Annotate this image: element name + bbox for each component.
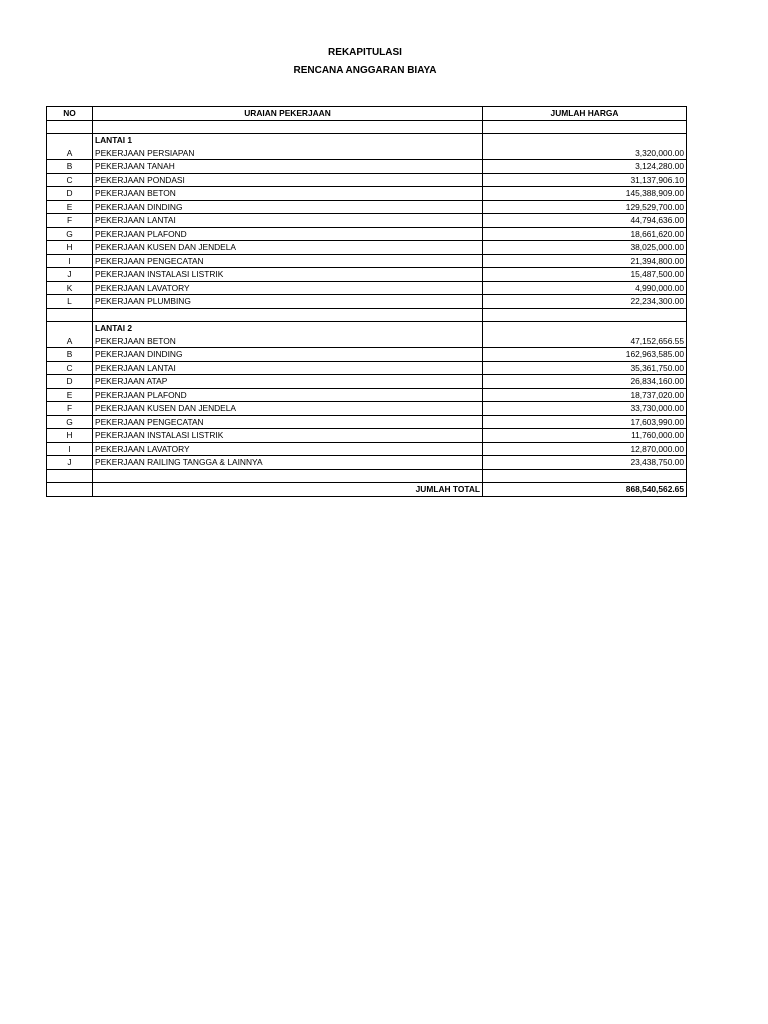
item-description: PEKERJAAN TANAH: [93, 160, 483, 174]
item-no: C: [47, 173, 93, 187]
table-row: [47, 388, 687, 402]
item-description: PEKERJAAN DINDING: [93, 348, 483, 362]
header-no: NO: [47, 107, 93, 121]
item-description: PEKERJAAN INSTALASI LISTRIK: [93, 429, 483, 443]
item-amount: 26,834,160.00: [483, 375, 687, 389]
item-no: E: [47, 388, 93, 402]
item-amount: 18,737,020.00: [483, 388, 687, 402]
item-amount: 44,794,636.00: [483, 214, 687, 228]
item-no: I: [47, 254, 93, 268]
section-title: LANTAI 1: [93, 134, 483, 147]
row-amount: [483, 308, 687, 322]
item-amount: 47,152,656.55: [483, 335, 687, 348]
budget-table: [46, 106, 687, 497]
row-description: [93, 308, 483, 322]
table-row: [47, 160, 687, 174]
table-row: [47, 361, 687, 375]
row-description: [93, 120, 483, 134]
item-description: PEKERJAAN DINDING: [93, 200, 483, 214]
section-no: [47, 134, 93, 147]
table-row: [47, 227, 687, 241]
item-amount: 12,870,000.00: [483, 442, 687, 456]
item-no: H: [47, 429, 93, 443]
item-no: D: [47, 375, 93, 389]
item-description: PEKERJAAN PERSIAPAN: [93, 147, 483, 160]
table-row: [47, 241, 687, 255]
item-description: PEKERJAAN LANTAI: [93, 214, 483, 228]
section-amount: [483, 322, 687, 335]
item-no: J: [47, 456, 93, 470]
item-description: PEKERJAAN PLUMBING: [93, 295, 483, 309]
item-description: PEKERJAAN LAVATORY: [93, 442, 483, 456]
item-no: F: [47, 402, 93, 416]
document-title: REKAPITULASI: [328, 47, 402, 58]
item-no: K: [47, 281, 93, 295]
table-row: [47, 429, 687, 443]
item-no: E: [47, 200, 93, 214]
row-no: [47, 120, 93, 134]
table-row: [47, 442, 687, 456]
section-no: [47, 322, 93, 335]
item-amount: 21,394,800.00: [483, 254, 687, 268]
item-amount: 129,529,700.00: [483, 200, 687, 214]
document-subtitle: RENCANA ANGGARAN BIAYA: [293, 65, 437, 76]
item-amount: 38,025,000.00: [483, 241, 687, 255]
item-description: PEKERJAAN PENGECATAN: [93, 415, 483, 429]
table-row: [47, 200, 687, 214]
header-amount: JUMLAH HARGA: [483, 107, 687, 121]
table-header-row: [47, 107, 687, 121]
row-no: [47, 469, 93, 483]
row-amount: [483, 469, 687, 483]
item-description: PEKERJAAN PLAFOND: [93, 388, 483, 402]
item-description: PEKERJAAN KUSEN DAN JENDELA: [93, 402, 483, 416]
table-row: [47, 281, 687, 295]
item-description: PEKERJAAN BETON: [93, 187, 483, 201]
total-no: [47, 483, 93, 497]
item-no: I: [47, 442, 93, 456]
item-description: PEKERJAAN ATAP: [93, 375, 483, 389]
item-no: B: [47, 160, 93, 174]
table-row: [47, 348, 687, 362]
item-no: J: [47, 268, 93, 282]
item-amount: 15,487,500.00: [483, 268, 687, 282]
item-amount: 33,730,000.00: [483, 402, 687, 416]
row-description: [93, 469, 483, 483]
item-description: PEKERJAAN BETON: [93, 335, 483, 348]
item-amount: 31,137,906.10: [483, 173, 687, 187]
row-amount: [483, 120, 687, 134]
item-no: G: [47, 227, 93, 241]
item-amount: 162,963,585.00: [483, 348, 687, 362]
total-amount: 868,540,562.65: [483, 483, 687, 497]
section-title: LANTAI 2: [93, 322, 483, 335]
table-row: [47, 375, 687, 389]
section-row: [47, 322, 687, 335]
table-row: [47, 268, 687, 282]
item-amount: 17,603,990.00: [483, 415, 687, 429]
item-amount: 3,320,000.00: [483, 147, 687, 160]
table-row: [47, 295, 687, 309]
item-description: PEKERJAAN PENGECATAN: [93, 254, 483, 268]
item-no: A: [47, 147, 93, 160]
item-description: PEKERJAAN LAVATORY: [93, 281, 483, 295]
table-row: [47, 456, 687, 470]
item-description: PEKERJAAN PLAFOND: [93, 227, 483, 241]
item-description: PEKERJAAN INSTALASI LISTRIK: [93, 268, 483, 282]
total-label: JUMLAH TOTAL: [93, 483, 483, 497]
item-amount: 22,234,300.00: [483, 295, 687, 309]
table-row: [47, 147, 687, 160]
budget-table-body: [47, 107, 687, 497]
table-row: [47, 187, 687, 201]
item-no: D: [47, 187, 93, 201]
table-row: [47, 173, 687, 187]
item-description: PEKERJAAN LANTAI: [93, 361, 483, 375]
item-no: G: [47, 415, 93, 429]
section-row: [47, 134, 687, 147]
blank-row: [47, 120, 687, 134]
item-no: H: [47, 241, 93, 255]
item-no: B: [47, 348, 93, 362]
item-no: F: [47, 214, 93, 228]
item-description: PEKERJAAN RAILING TANGGA & LAINNYA: [93, 456, 483, 470]
section-amount: [483, 134, 687, 147]
row-no: [47, 308, 93, 322]
item-amount: 4,990,000.00: [483, 281, 687, 295]
table-row: [47, 335, 687, 348]
table-row: [47, 402, 687, 416]
total-row: [47, 483, 687, 497]
table-row: [47, 415, 687, 429]
item-amount: 23,438,750.00: [483, 456, 687, 470]
table-row: [47, 254, 687, 268]
item-description: PEKERJAAN PONDASI: [93, 173, 483, 187]
item-amount: 11,760,000.00: [483, 429, 687, 443]
item-amount: 18,661,620.00: [483, 227, 687, 241]
item-amount: 35,361,750.00: [483, 361, 687, 375]
blank-row: [47, 308, 687, 322]
item-description: PEKERJAAN KUSEN DAN JENDELA: [93, 241, 483, 255]
blank-row: [47, 469, 687, 483]
item-amount: 145,388,909.00: [483, 187, 687, 201]
item-no: L: [47, 295, 93, 309]
item-amount: 3,124,280.00: [483, 160, 687, 174]
table-row: [47, 214, 687, 228]
item-no: A: [47, 335, 93, 348]
header-description: URAIAN PEKERJAAN: [93, 107, 483, 121]
item-no: C: [47, 361, 93, 375]
